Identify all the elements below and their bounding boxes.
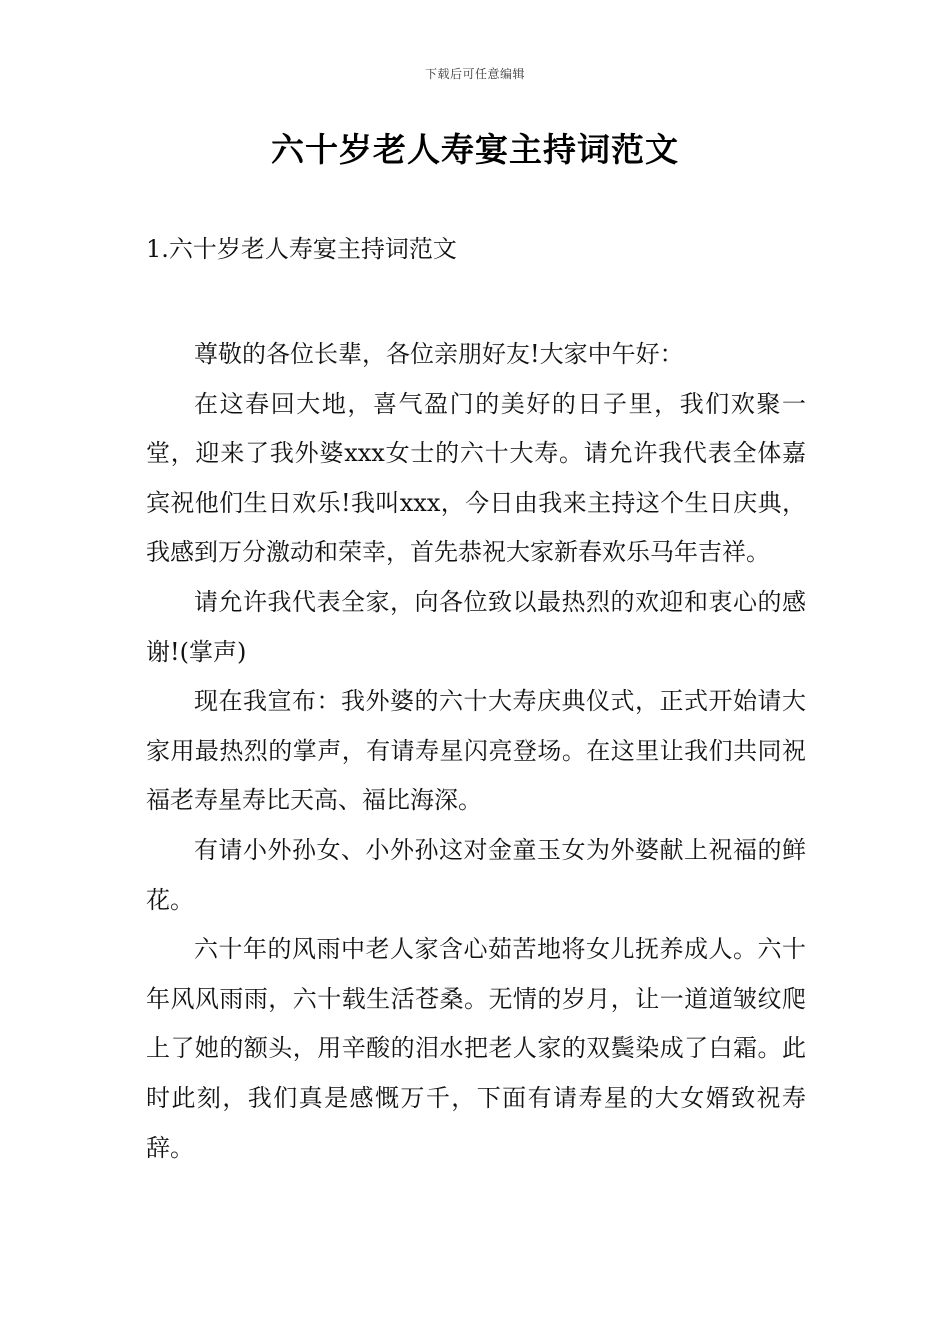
- document-title: 六十岁老人寿宴主持词范文: [271, 130, 679, 169]
- header-note: 下载后可任意编辑: [424, 67, 525, 81]
- paragraph-announcement: 现在我宣布：我外婆的六十大寿庆典仪式，正式开始请大家用最热烈的掌声，有请寿星闪亮登场。在这里让我们共同祝福老寿星寿比天高、福比海深。: [146, 687, 806, 815]
- paragraph-greeting: 尊敬的各位长辈，各位亲朋好友!大家中午好：: [194, 340, 684, 368]
- paragraph-tribute: 六十年的风雨中老人家含心茹苦地将女儿抚养成人。六十年风风雨雨，六十载生活苍桑。无情的岁月，让一道道皱纹爬上了她的额头，用辛酸的泪水把老人家的双鬓染成了白霜。此时此刻，我们真是感慨万千，下面有请寿星的大女婿致祝寿辞。: [146, 935, 806, 1162]
- paragraph-flowers: 有请小外孙女、小外孙这对金童玉女为外婆献上祝福的鲜花。: [146, 835, 806, 914]
- section-heading: 1.六十岁老人寿宴主持词范文: [146, 235, 457, 263]
- paragraph-thanks: 请允许我代表全家，向各位致以最热烈的欢迎和衷心的感谢!(掌声): [146, 587, 806, 666]
- paragraph-opening: 在这春回大地，喜气盈门的美好的日子里，我们欢聚一堂，迎来了我外婆xxx女士的六十大寿。请允许我代表全体嘉宾祝他们生日欢乐!我叫xxx，今日由我来主持这个生日庆典，我感到万分激动和荣幸，首先恭祝大家新春欢乐马年吉祥。: [146, 389, 806, 567]
- body-text: [146, 330, 806, 1173]
